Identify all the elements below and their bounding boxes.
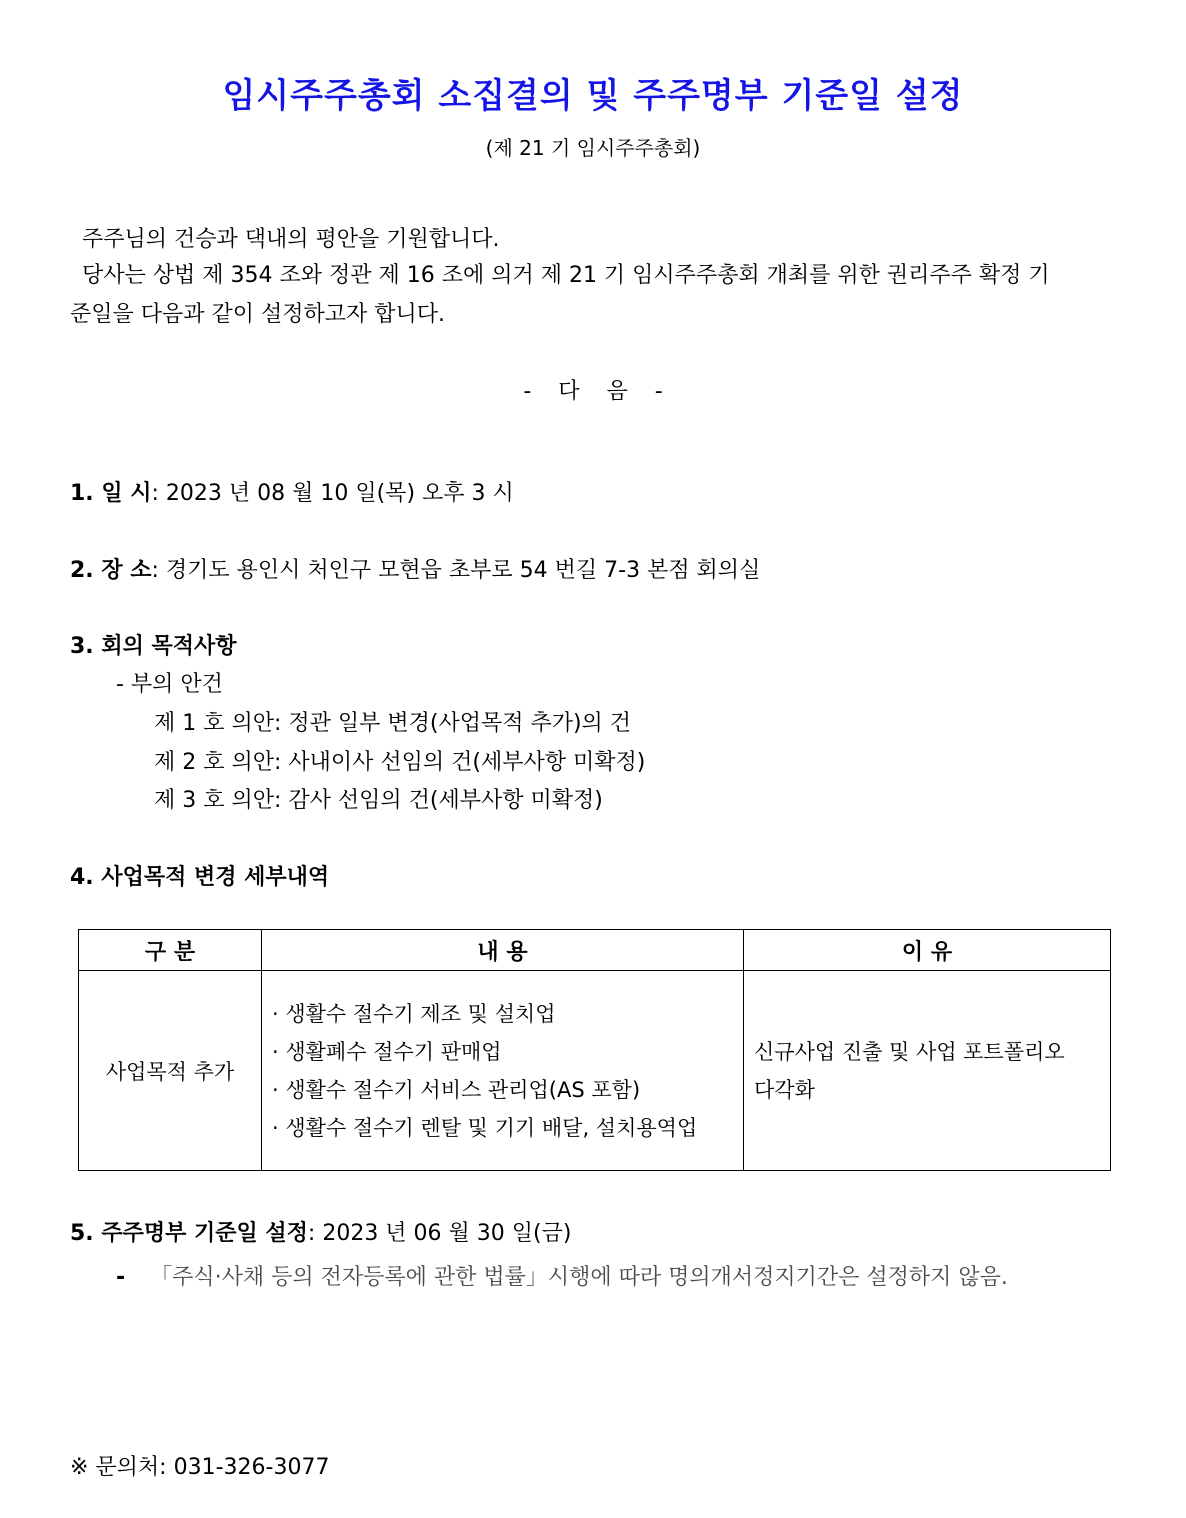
section-place [70, 553, 760, 584]
record-date-note [116, 1260, 1008, 1291]
agenda-item: 제 3 호 의안: 감사 선임의 건(세부사항 미확정) [154, 788, 603, 813]
record-date-note-dash: - [116, 1265, 126, 1290]
content-item: · 생활수 절수기 렌탈 및 기기 배달, 설치용역업 [272, 1115, 698, 1140]
purpose-change-table [78, 929, 1111, 1171]
intro-line-2: 당사는 상법 제 354 조와 정관 제 16 조에 의거 제 21 기 임시주주총회 개최를 위한 권리주주 확정 기 [82, 263, 1050, 288]
table-header-reason: 이 유 [744, 930, 1111, 971]
section-record-date-label: 5. 주주명부 기준일 설정 [70, 1221, 308, 1246]
section-place-label: 2. 장 소 [70, 558, 152, 583]
table-header-category: 구 분 [79, 930, 262, 971]
section-place-value: : 경기도 용인시 처인구 모현읍 초부로 54 번길 7-3 본점 회의실 [151, 558, 761, 583]
agenda-sub-header: - 부의 안건 [116, 672, 223, 697]
table-header-content: 내 용 [262, 930, 744, 971]
section-purpose-change-label: 4. 사업목적 변경 세부내역 [70, 865, 330, 890]
separator-heading: - 다 음 - [523, 379, 663, 404]
document-title: 임시주주총회 소집결의 및 주주명부 기준일 설정 [222, 76, 964, 116]
table-cell-content [262, 971, 744, 1171]
section-datetime-label: 1. 일 시 [70, 481, 152, 506]
record-date-note-text: 「주식·사채 등의 전자등록에 관한 법률」시행에 따라 명의개서정지기간은 설정하지 않음. [150, 1265, 1008, 1290]
agenda-item: 제 1 호 의안: 정관 일부 변경(사업목적 추가)의 건 [154, 711, 632, 736]
contact-info: ※ 문의처: 031-326-3077 [70, 1455, 330, 1480]
document-subtitle: (제 21 기 임시주주총회) [485, 136, 701, 160]
section-record-date-value: : 2023 년 06 월 30 일(금) [307, 1221, 572, 1246]
section-agenda-label: 3. 회의 목적사항 [70, 634, 237, 659]
content-item: · 생활수 절수기 서비스 관리업(AS 포함) [272, 1077, 641, 1102]
table-cell-category: 사업목적 추가 [79, 971, 262, 1171]
section-datetime [70, 476, 514, 507]
section-datetime-value: : 2023 년 08 월 10 일(목) 오후 3 시 [151, 481, 514, 506]
table-cell-reason: 신규사업 진출 및 사업 포트폴리오 다각화 [744, 971, 1111, 1171]
content-item: · 생활수 절수기 제조 및 설치업 [272, 1001, 556, 1026]
table-header-row [79, 930, 1111, 971]
intro-line-1: 주주님의 건승과 댁내의 평안을 기원합니다. [82, 227, 500, 252]
agenda-item: 제 2 호 의안: 사내이사 선임의 건(세부사항 미확정) [154, 750, 646, 775]
table-row [79, 971, 1111, 1171]
content-item: · 생활폐수 절수기 판매업 [272, 1039, 502, 1064]
section-record-date [70, 1216, 571, 1247]
intro-line-3: 준일을 다음과 같이 설정하고자 합니다. [70, 302, 445, 327]
